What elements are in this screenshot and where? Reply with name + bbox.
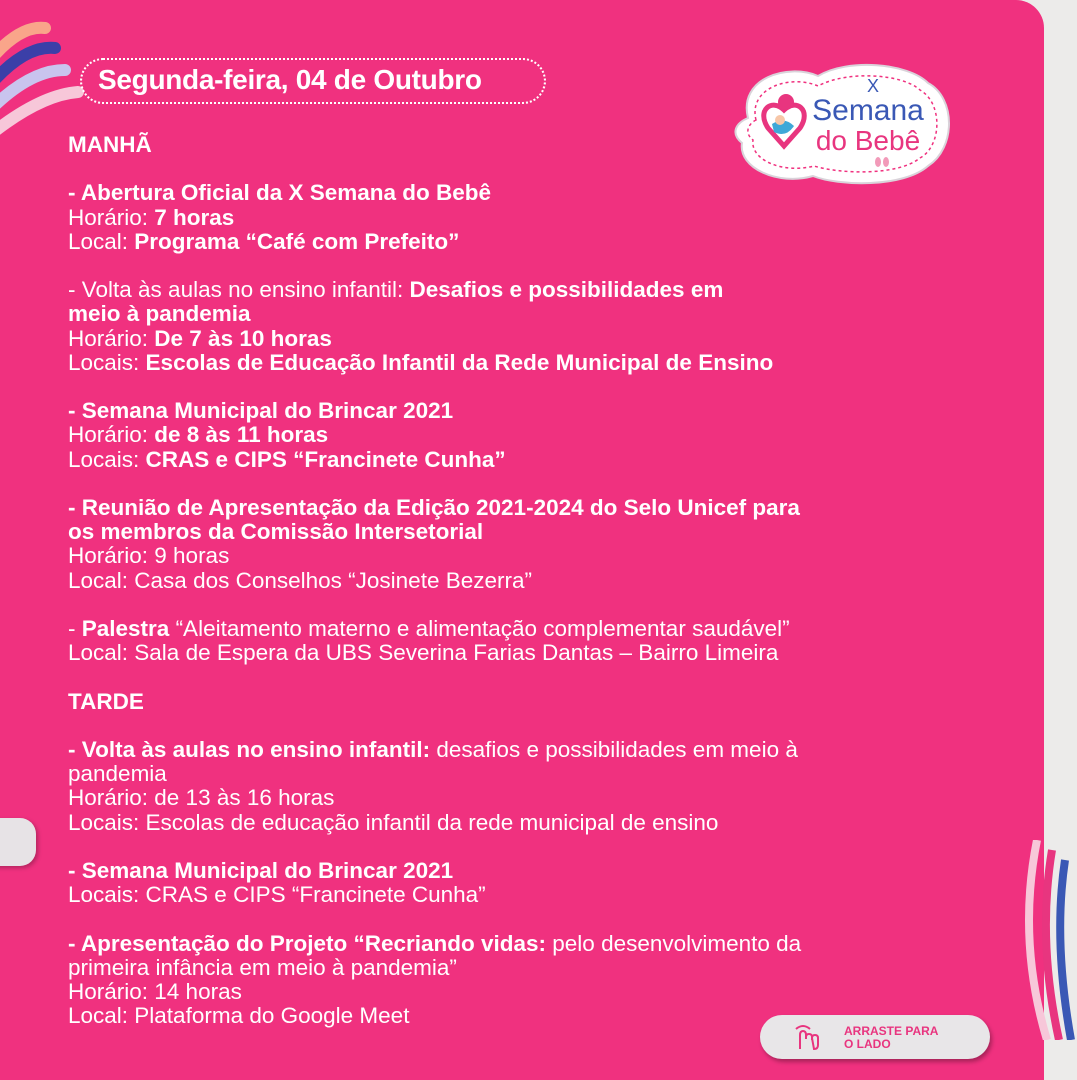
date-heading: Segunda-feira, 04 de Outubro (98, 64, 482, 95)
morning-title: MANHÃ (68, 132, 152, 157)
swipe-label-line1: ARRASTE PARA (844, 1024, 939, 1038)
svg-text:X: X (866, 76, 880, 96)
swipe-hand-icon (792, 1023, 826, 1051)
morning-item-3: - Semana Municipal do Brincar 2021 Horário: de 8 às 11 horas Locais: CRAS e CIPS “Francinete Cunha” (68, 398, 506, 472)
swipe-button[interactable] (760, 1015, 990, 1059)
morning-item-2: - Volta às aulas no ensino infantil: Desafios e possibilidades em meio à pandemia Horário: De 7 às 10 horas Locais: Escolas de Educação Infantil da Rede Municipal de Ensino (68, 277, 774, 375)
svg-text:do Bebê: do Bebê (815, 125, 921, 156)
morning-item-5: - Palestra “Aleitamento materno e alimentação complementar saudável” Local: Sala de Espera da UBS Severina Farias Dantas – Bairro Limeira (68, 615, 790, 666)
schedule-content (68, 133, 1008, 1028)
afternoon-item-3: - Apresentação do Projeto “Recriando vidas: pelo desenvolvimento da primeira infância em meio à pandemia” Horário: 14 horas Local: Plataforma do Google Meet (68, 930, 802, 1029)
previous-slide-tab[interactable] (0, 818, 36, 866)
swipe-label-line2: O LADO (844, 1037, 891, 1051)
afternoon-item-1: - Volta às aulas no ensino infantil: desafios e possibilidades em meio à pandemia Horário: de 13 às 16 horas Locais: Escolas de educação infantil da rede municipal de ensino (68, 736, 798, 835)
svg-text:Semana: Semana (812, 94, 924, 127)
afternoon-item-2: - Semana Municipal do Brincar 2021 Locais: CRAS e CIPS “Francinete Cunha” (68, 857, 486, 908)
morning-item-4: - Reunião de Apresentação da Edição 2021-2024 do Selo Unicef para os membros da Comissão Intersetorial Horário: 9 horas Local: Casa dos Conselhos “Josinete Bezerra” (68, 494, 800, 593)
afternoon-title: TARDE (68, 688, 144, 714)
decorative-stripes-right (997, 840, 1077, 1040)
morning-item-1: - Abertura Oficial da X Semana do Bebê Horário: 7 horas Local: Programa “Café com Prefeito” (68, 180, 492, 254)
